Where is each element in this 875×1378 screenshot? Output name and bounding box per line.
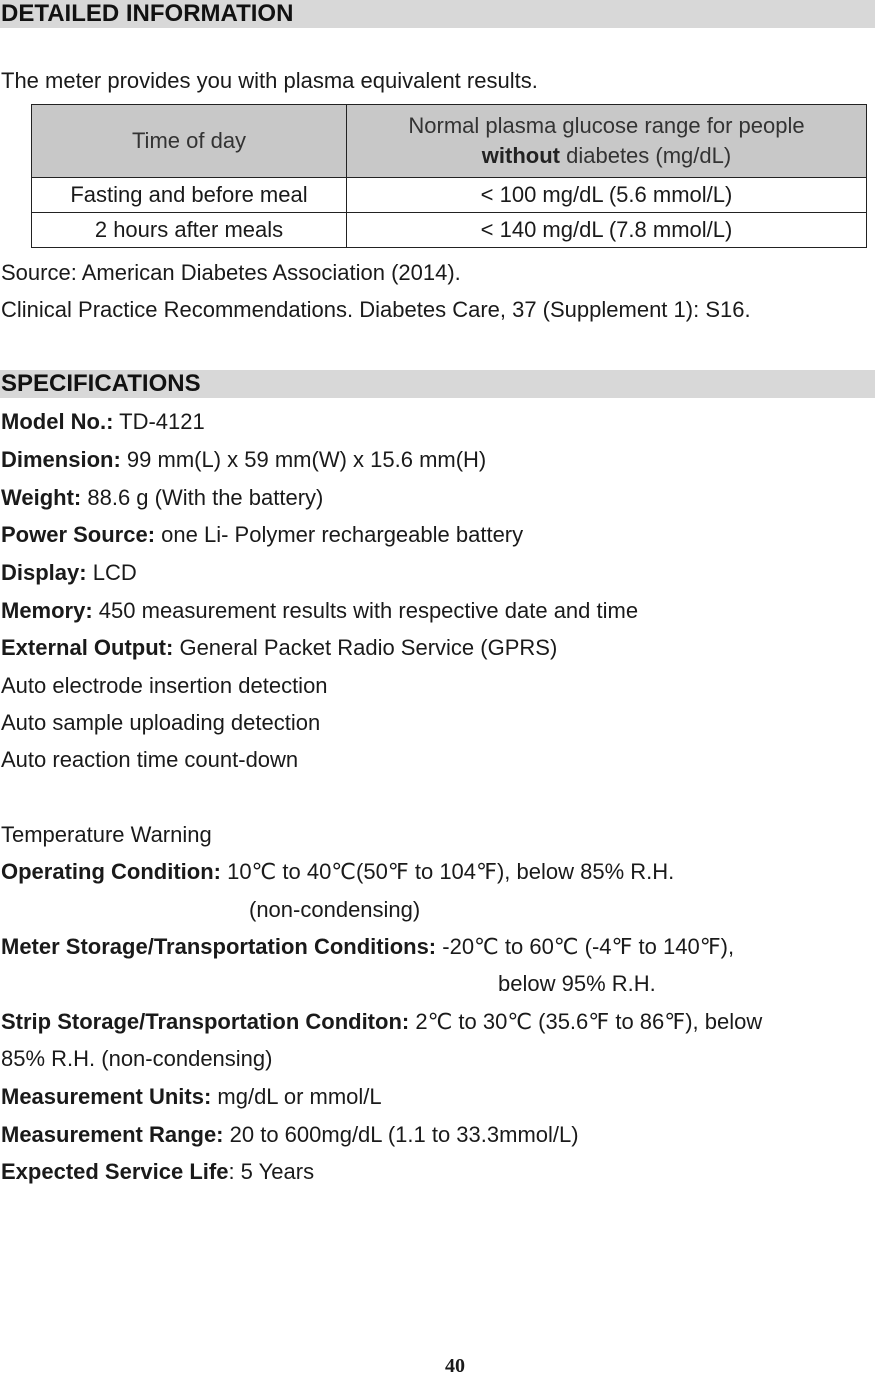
spec-measurement-range [1, 1122, 579, 1148]
spec-auto-sample: Auto sample uploading detection [1, 710, 321, 735]
spec-value: 450 measurement results with respective date and time [92, 598, 639, 623]
spec-label: Dimension: [1, 447, 121, 472]
spec-value: : 5 Years [228, 1159, 315, 1184]
spec-operating-cont: (non-condensing) [249, 897, 421, 922]
spec-external-output [1, 635, 557, 661]
spec-strip-storage [1, 1009, 762, 1035]
detailed-info-title: DETAILED INFORMATION [1, 0, 294, 27]
spec-memory [1, 598, 638, 624]
spec-service-life [1, 1159, 314, 1185]
spec-label: Expected Service Life [1, 1159, 229, 1184]
source-line-1: Source: American Diabetes Association (2014). [1, 260, 461, 285]
spec-label: Model No.: [1, 409, 114, 434]
spec-value: -20℃ to 60℃ (-4℉ to 140℉), [436, 934, 735, 959]
header-glucose-range [347, 105, 867, 178]
spec-auto-reaction: Auto reaction time count-down [1, 747, 299, 772]
spec-value: 88.6 g (With the battery) [81, 485, 324, 510]
spec-value: 99 mm(L) x 59 mm(W) x 15.6 mm(H) [120, 447, 487, 472]
table-header-row [32, 105, 867, 178]
spec-operating-condition [1, 859, 674, 885]
header-range-rest: diabetes (mg/dL) [560, 143, 732, 168]
spec-label: Display: [1, 560, 87, 585]
spec-value: mg/dL or mmol/L [211, 1084, 382, 1109]
row-time: 2 hours after meals [32, 213, 347, 248]
intro-text: The meter provides you with plasma equivalent results. [1, 68, 538, 93]
spec-value: 20 to 600mg/dL (1.1 to 33.3mmol/L) [223, 1122, 579, 1147]
source-line-2: Clinical Practice Recommendations. Diabetes Care, 37 (Supplement 1): S16. [1, 297, 751, 322]
header-range-bold: without [481, 143, 560, 168]
spec-value: 10℃ to 40℃(50℉ to 104℉), below 85% R.H. [220, 859, 675, 884]
spec-label: External Output: [1, 635, 174, 660]
spec-dimension [1, 447, 486, 473]
spec-auto-electrode: Auto electrode insertion detection [1, 673, 328, 698]
spec-label: Memory: [1, 598, 93, 623]
specifications-title: SPECIFICATIONS [1, 370, 201, 397]
spec-temperature-warning: Temperature Warning [1, 822, 212, 847]
spec-meter-storage [1, 934, 734, 960]
spec-power-source [1, 522, 523, 548]
spec-measurement-units [1, 1084, 382, 1110]
glucose-range-table [31, 104, 867, 248]
spec-display [1, 560, 137, 586]
spec-label: Power Source: [1, 522, 156, 547]
row-time: Fasting and before meal [32, 178, 347, 213]
table-row [32, 178, 867, 213]
spec-strip-storage-cont: 85% R.H. (non-condensing) [1, 1046, 273, 1071]
row-range: < 140 mg/dL (7.8 mmol/L) [347, 213, 867, 248]
spec-meter-storage-cont: below 95% R.H. [498, 971, 656, 996]
header-range-line1: Normal plasma glucose range for people [408, 113, 805, 138]
header-time-of-day: Time of day [32, 105, 347, 178]
page-number: 40 [445, 1355, 465, 1377]
row-range: < 100 mg/dL (5.6 mmol/L) [347, 178, 867, 213]
spec-value: TD-4121 [113, 409, 205, 434]
spec-value: General Packet Radio Service (GPRS) [173, 635, 558, 660]
spec-value: LCD [86, 560, 137, 585]
spec-label: Measurement Range: [1, 1122, 224, 1147]
spec-value: 2℃ to 30℃ (35.6℉ to 86℉), below [409, 1009, 763, 1034]
spec-label: Operating Condition: [1, 859, 221, 884]
spec-label: Strip Storage/Transportation Conditon: [1, 1009, 410, 1034]
spec-weight [1, 485, 323, 511]
spec-label: Measurement Units: [1, 1084, 212, 1109]
spec-value: one Li- Polymer rechargeable battery [155, 522, 524, 547]
table-row [32, 213, 867, 248]
spec-model [1, 409, 205, 435]
spec-label: Meter Storage/Transportation Conditions: [1, 934, 437, 959]
spec-label: Weight: [1, 485, 82, 510]
